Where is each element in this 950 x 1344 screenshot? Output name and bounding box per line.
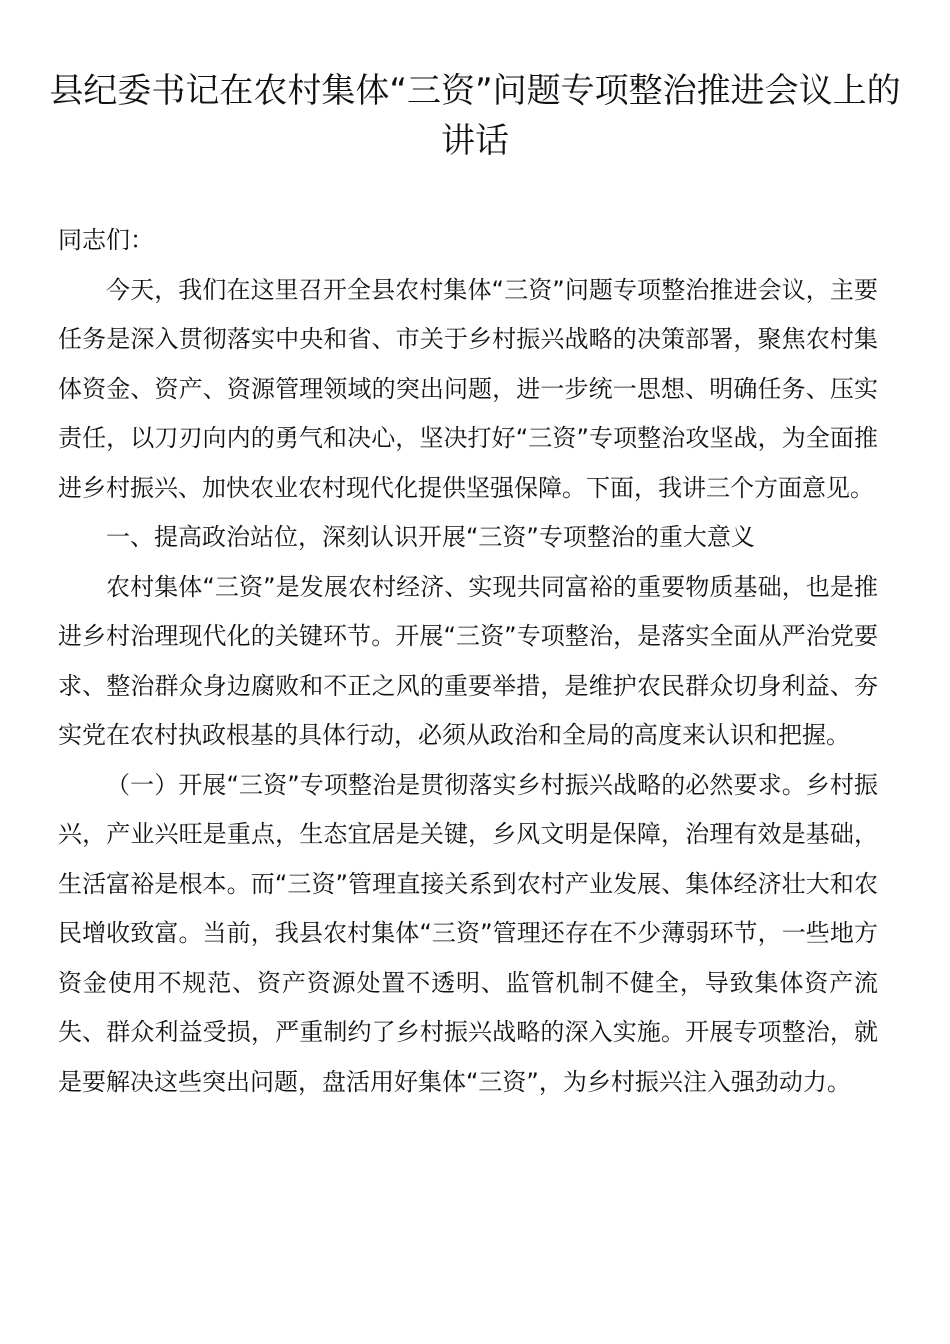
paragraph-significance: 农村集体“三资”是发展农村经济、实现共同富裕的重要物质基础，也是推进乡村治理现代化的关键环节。开展“三资”专项整治，是落实全面从严治党要求、整治群众身边腐败和不正之风的重要举措，是维护农民群众切身利益、夯实党在农村执政根基的具体行动，必须从政治和全局的高度来认识和把握。 <box>58 572 878 749</box>
document-title: 县纪委书记在农村集体“三资”问题专项整治推进会议上的讲话 <box>49 71 901 161</box>
section-heading-1: 一、提高政治站位，深刻认识开展“三资”专项整治的重大意义 <box>106 523 755 551</box>
salutation: 同志们： <box>58 226 154 254</box>
paragraph-intro: 今天，我们在这里召开全县农村集体“三资”问题专项整治推进会议，主要任务是深入贯彻落实中央和省、市关于乡村振兴战略的决策部署，聚焦农村集体资金、资产、资源管理领域的突出问题，进一步统一思想、明确任务、压实责任，以刀刃向内的勇气和决心，坚决打好“三资”专项整治攻坚战，为全面推进乡村振兴、加快农业农村现代化提供坚强保障。下面，我讲三个方面意见。 <box>58 275 878 502</box>
document-body <box>58 216 878 1107</box>
paragraph-subsection-1: （一）开展“三资”专项整治是贯彻落实乡村振兴战略的必然要求。乡村振兴，产业兴旺是重点，生态宜居是关键，乡风文明是保障，治理有效是基础，生活富裕是根本。而“三资”管理直接关系到农村产业发展、集体经济壮大和农民增收致富。当前，我县农村集体“三资”管理还存在不少薄弱环节，一些地方资金使用不规范、资产资源处置不透明、监管机制不健全，导致集体资产流失、群众利益受损，严重制约了乡村振兴战略的深入实施。开展专项整治，就是要解决这些突出问题，盘活用好集体“三资”，为乡村振兴注入强劲动力。 <box>58 770 878 1096</box>
